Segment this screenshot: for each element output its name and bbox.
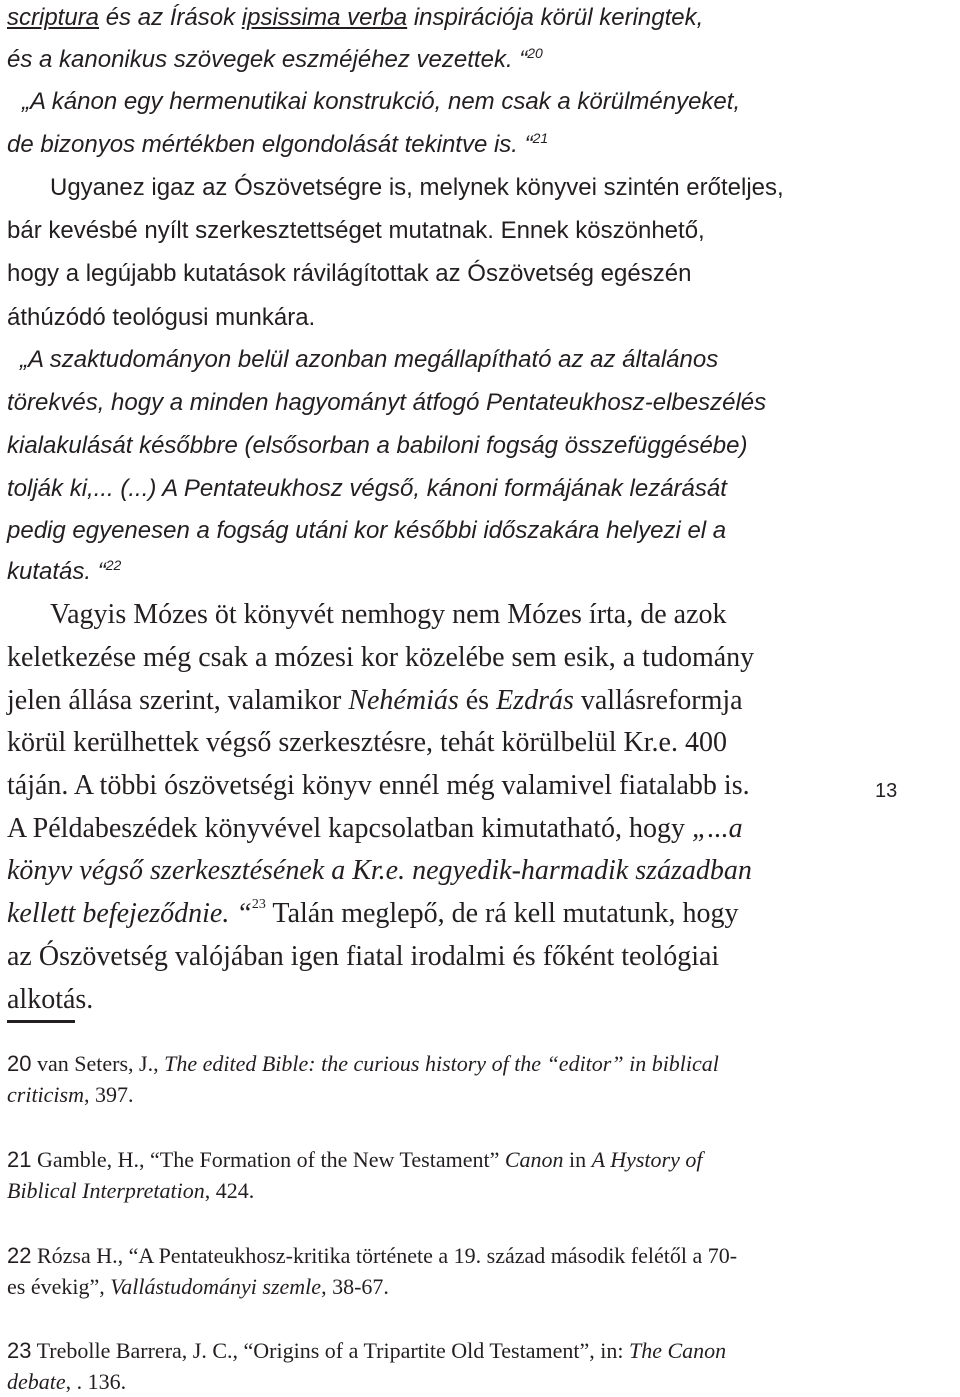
quote-end: kellett befejeződnie. “ [7, 898, 252, 929]
body-line-17 [7, 687, 857, 715]
footnote-ref-20: 20 [527, 45, 543, 61]
footnote-22 [7, 1240, 862, 1302]
body-line-18 [7, 729, 857, 757]
term-ipsissima-verba: ipsissima verba [241, 4, 408, 31]
text: in [563, 1147, 592, 1172]
text: könyv végső szerkesztésének a Kr.e. negyedik-harmadik században [7, 855, 752, 886]
text: Gamble, H., “The Formation of the New Testament” [31, 1147, 505, 1172]
text: és [458, 685, 497, 716]
body-line-21 [7, 857, 857, 885]
title: Canon [504, 1147, 564, 1172]
body-line-7 [7, 262, 857, 286]
footnote-number: 22 [7, 1243, 32, 1268]
body-line-13 [7, 519, 857, 543]
body-line-4 [7, 130, 857, 158]
body-line-6 [7, 219, 857, 243]
text: hogy a legújabb kutatások rávilágítottak az Ószövetség egészén [7, 260, 692, 287]
title: debate [7, 1369, 66, 1394]
text: es évekig”, [7, 1274, 111, 1299]
text: , . 136. [65, 1369, 127, 1394]
text: törekvés, hogy a minden hagyományt átfogó Pentateukhosz-elbeszélés [7, 389, 767, 416]
text: Talán meglepő, de rá kell mutatunk, hogy [265, 898, 739, 929]
body-line-5 [50, 176, 857, 200]
text: vallásreformja [573, 685, 743, 716]
text: de bizonyos mértékben elgondolását tekintve is. “ [7, 131, 533, 158]
body-line-16 [7, 644, 857, 672]
text: , 397. [84, 1082, 134, 1107]
body-line-23 [7, 943, 857, 971]
text: áthúzódó teológusi munkára. [7, 304, 316, 331]
body-line-8 [7, 306, 857, 330]
text: inspirációja körül keringtek, [407, 4, 704, 31]
term-scriptura: scriptura [7, 4, 100, 31]
text: tolják ki,... (...) A Pentateukhosz végső, kánoni formájának lezárását [7, 475, 727, 502]
body-line-24 [7, 986, 857, 1014]
text: kialakulását későbbre (elsősorban a babiloni fogság összefüggésébe) [7, 432, 748, 459]
text: „A szaktudományon belül azonban megállapítható az az általános [20, 346, 719, 373]
text: és az Írások [99, 4, 242, 31]
footnote-number: 21 [7, 1147, 32, 1172]
text: jelen állása szerint, valamikor [7, 685, 349, 716]
footnote-20 [7, 1048, 862, 1110]
text: , 424. [204, 1178, 255, 1203]
text: Ugyanez igaz az Ószövetségre is, melynek könyvei szintén erőteljes, [50, 174, 784, 201]
title: The Canon [628, 1338, 727, 1363]
title: criticism [7, 1082, 84, 1107]
footnote-number: 20 [7, 1051, 32, 1076]
text: körül kerülhettek végső szerkesztésre, tehát körülbelül Kr.e. 400 [7, 727, 727, 758]
text: Vagyis Mózes öt könyvét nemhogy nem Mózes írta, de azok [50, 599, 727, 630]
body-line-2 [7, 45, 857, 73]
body-line-12 [7, 477, 857, 501]
name-nehemias: Nehémiás [348, 685, 459, 716]
text: A Példabeszédek könyvével kapcsolatban kimutatható, hogy [7, 813, 693, 844]
body-line-19 [7, 772, 857, 800]
text: bár kevésbé nyílt szerkesztettséget mutatnak. Ennek köszönhető, [7, 217, 705, 244]
text: Rózsa H., “A Pentateukhosz-kritika története a 19. század második felétől a 70- [31, 1243, 738, 1268]
name-ezdras: Ezdrás [496, 685, 574, 716]
title: Vallástudományi szemle [110, 1274, 322, 1299]
body-line-9 [20, 348, 870, 372]
body-line-15 [50, 601, 857, 629]
text: az Ószövetség valójában igen fiatal irodalmi és főként teológiai [7, 941, 720, 972]
body-line-10 [7, 391, 857, 415]
footnote-ref-22: 22 [105, 557, 122, 573]
quote-start: „...a [692, 813, 743, 844]
text: „A kánon egy hermenutikai konstrukció, nem csak a körülményeket, [22, 88, 741, 115]
footnote-23 [7, 1335, 862, 1397]
text: táján. A többi ószövetségi könyv ennél még valamivel fiatalabb is. [7, 770, 750, 801]
body-line-3 [22, 90, 872, 114]
text: , 38-67. [321, 1274, 389, 1299]
footnote-number: 23 [7, 1338, 32, 1363]
footnote-21 [7, 1144, 862, 1206]
text: alkotás. [7, 984, 94, 1015]
title: The edited Bible: the curious history of the “editor” in biblical [164, 1051, 719, 1076]
text: és a kanonikus szövegek eszméjéhez vezettek. “ [7, 46, 528, 73]
text: keletkezése még csak a mózesi kor közelébe sem esik, a tudomány [7, 642, 755, 673]
text: van Seters, J., [31, 1051, 165, 1076]
title: A Hystory of [591, 1147, 703, 1172]
text: Trebolle Barrera, J. C., “Origins of a Tripartite Old Testament”, in: [31, 1338, 629, 1363]
footnote-ref-23: 23 [251, 897, 266, 912]
body-line-22 [7, 897, 857, 929]
body-line-14 [7, 557, 857, 585]
text: pedig egyenesen a fogság utáni kor későbbi időszakára helyezi el a [7, 517, 727, 544]
footnote-ref-21: 21 [532, 130, 549, 146]
page-number: 13 [875, 780, 898, 802]
body-line-1 [7, 6, 857, 30]
body-line-20 [7, 815, 857, 843]
footnote-divider [7, 1020, 75, 1023]
title: Biblical Interpretation [7, 1178, 205, 1203]
body-line-11 [7, 434, 857, 458]
text: kutatás. “ [7, 558, 106, 585]
